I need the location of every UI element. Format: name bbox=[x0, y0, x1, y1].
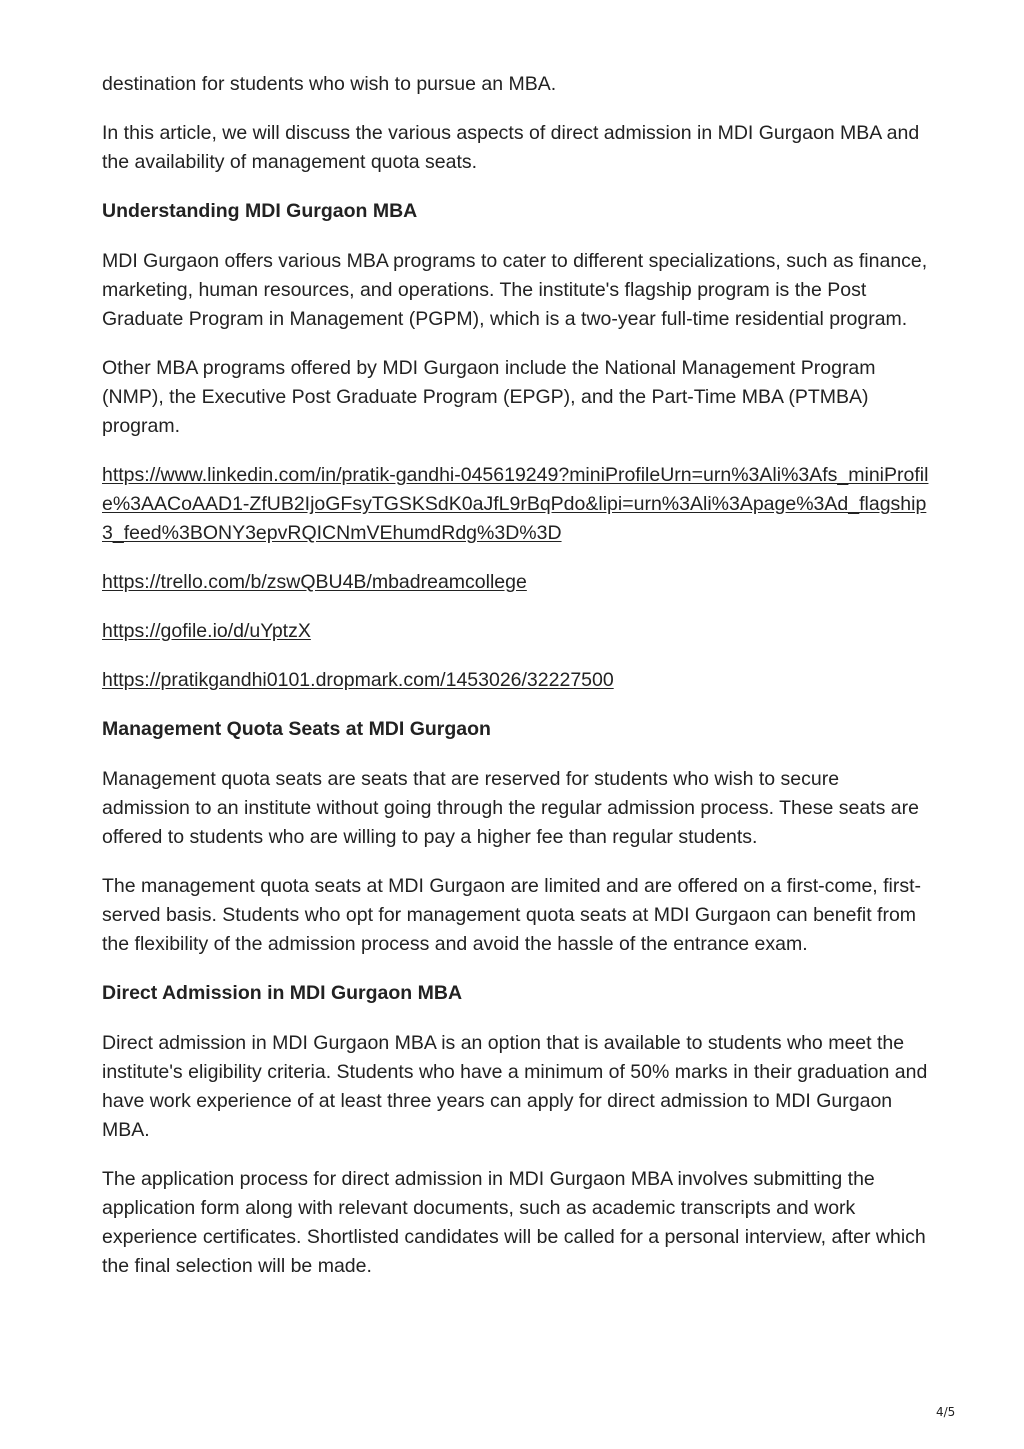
heading-management-quota: Management Quota Seats at MDI Gurgaon bbox=[102, 718, 491, 740]
gofile-link[interactable]: https://gofile.io/d/uYptzX bbox=[102, 620, 311, 642]
heading-understanding: Understanding MDI Gurgaon MBA bbox=[102, 200, 418, 222]
document-body bbox=[102, 70, 932, 1301]
paragraph-other-programs: Other MBA programs offered by MDI Gurgaon include the National Management Program (NMP), the Executive Post Graduate Program (EPGP), and the Part-Time MBA (PTMBA) program. bbox=[102, 357, 876, 437]
link-item-dropmark bbox=[102, 666, 932, 695]
paragraph-quota-definition: Management quota seats are seats that are reserved for students who wish to secure admission to an institute without going through the regular admission process. These seats are offered to students who are willing to pay a higher fee than regular students. bbox=[102, 768, 919, 848]
paragraph-direct-eligibility: Direct admission in MDI Gurgaon MBA is an option that is available to students who meet the institute's eligibility criteria. Students who have a minimum of 50% marks in their graduation and have work experience of at least three years can apply for direct admission to MDI Gurgaon MBA. bbox=[102, 1032, 928, 1141]
trello-link[interactable]: https://trello.com/b/zswQBU4B/mbadreamcollege bbox=[102, 571, 527, 593]
dropmark-link[interactable]: https://pratikgandhi0101.dropmark.com/1453026/32227500 bbox=[102, 669, 614, 691]
page-number: 4/5 bbox=[936, 1405, 956, 1419]
link-item-trello bbox=[102, 568, 932, 597]
link-item-gofile bbox=[102, 617, 932, 646]
paragraph-intro-tail: destination for students who wish to pursue an MBA. bbox=[102, 73, 557, 95]
paragraph-programs: MDI Gurgaon offers various MBA programs to cater to different specializations, such as finance, marketing, human resources, and operations. The institute's flagship program is the Post Graduate Program in Management (PGPM), which is a two-year full-time residential program. bbox=[102, 250, 928, 330]
paragraph-article-scope: In this article, we will discuss the various aspects of direct admission in MDI Gurgaon MBA and the availability of management quota seats. bbox=[102, 122, 920, 173]
linkedin-link[interactable]: https://www.linkedin.com/in/pratik-gandhi-045619249?miniProfileUrn=urn%3Ali%3Afs_miniProfile%3AACoAAD1-ZfUB2IjoGFsyTGSKSdK0aJfL9rBqPdo&lipi=urn%3Ali%3Apage%3Ad_flagship3_feed%3BONY3epvRQICNmVEhumdRdg%3D%3D bbox=[102, 464, 929, 544]
paragraph-application-process: The application process for direct admission in MDI Gurgaon MBA involves submitting the application form along with relevant documents, such as academic transcripts and work experience certificates. Shortlisted candidates will be called for a personal interview, after which the final selection will be made. bbox=[102, 1168, 926, 1277]
heading-direct-admission: Direct Admission in MDI Gurgaon MBA bbox=[102, 982, 463, 1004]
link-item-linkedin bbox=[102, 461, 932, 548]
paragraph-quota-limited: The management quota seats at MDI Gurgaon are limited and are offered on a first-come, first-served basis. Students who opt for management quota seats at MDI Gurgaon can benefit from the flexibility of the admission process and avoid the hassle of the entrance exam. bbox=[102, 875, 922, 955]
